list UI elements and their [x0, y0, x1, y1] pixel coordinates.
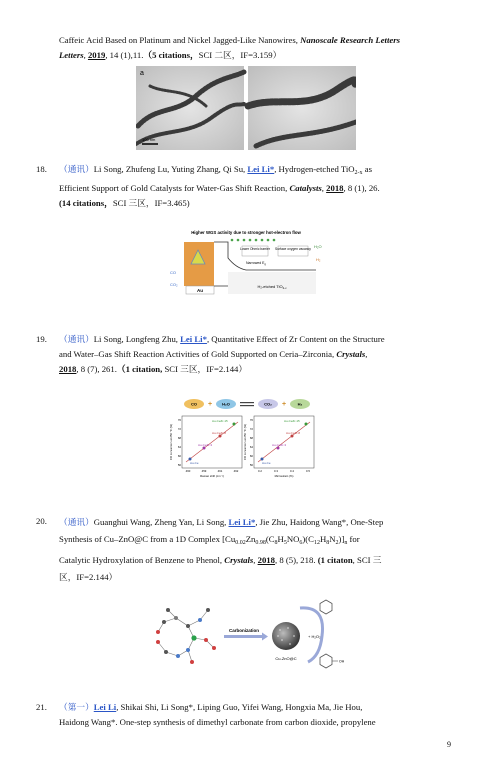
carbonization-label: Carbonization [229, 628, 259, 633]
plus-icon: + [207, 401, 213, 408]
entry-20-year: 2018 [257, 555, 275, 565]
series-label: Au-CeZr-15 [284, 419, 300, 423]
y-tick: 72 [249, 427, 253, 431]
reaction-arrow [224, 635, 262, 638]
svg-text:H₂: H₂ [297, 401, 303, 407]
entry-20-role: （通讯） [59, 517, 94, 527]
h2-label: H₂ [316, 257, 321, 262]
product-label: Cu-ZnO@C [275, 656, 297, 661]
co-label: CO [170, 270, 176, 275]
raman-x-label: Raman shift (cm⁻¹) [200, 474, 224, 478]
entry-21-author-highlight: Lei Li [93, 702, 117, 712]
support-label: H₂-etched TiO [257, 284, 283, 289]
entry-17-if: IF=3.159） [240, 50, 282, 60]
entry-20-sci: , SCI 三 [352, 555, 382, 565]
benzene-icon [320, 600, 332, 614]
entry-17-year: 2019 [87, 50, 106, 60]
x-tick: 460 [185, 469, 191, 473]
entry-17-sci: SCI 二区， [198, 50, 241, 60]
wgs-figure-title: Higher WGS activity due to stronger hot-electron flow [191, 230, 301, 235]
y-tick: 68 [177, 436, 181, 440]
series-label: Au-CeZr-8 [212, 431, 227, 435]
entry-20-number: 20. [36, 516, 47, 526]
entry-19-text: （通讯）Li Song, Longfeng Zhu, Lei Li*, Quantitative Effect of Zr Content on the Structure and Water–Gas Shift Reaction Activities of Gold Supported on Ceria–Zirconia, Crystals, 2018, 8 (7), 261.（1 citation, SCI 三区，IF=2.144） [59, 334, 385, 374]
wgs-correlation-figure [168, 396, 328, 484]
cu-zno-sphere [272, 622, 300, 650]
entry-18-text: （通讯）Li Song, Zhufeng Lu, Yuting Zhang, Qi Su, Lei Li*, Hydrogen-etched TiO$_{2-x}$ as Efficient Support of Gold Catalysts for Water-Gas Shift Reaction, Catalysts, 2018, 8 (1), 26. (14 citations，SCI 三区，IF=3.465) [59, 164, 380, 208]
co2-label: CO₂ [170, 282, 178, 287]
microstrain-point [305, 423, 308, 426]
narrowed-gap-label: Narrowed E [246, 261, 265, 265]
x-tick: 0.5 [306, 469, 310, 473]
h2o-label: H₂O [314, 244, 322, 249]
entry-21-title: Haidong Wang*. One-step synthesis of dimethyl carbonate from carbon dioxide, propylene [59, 717, 376, 727]
ohmic-barrier-label: Lower Ohmic barrier [240, 247, 270, 251]
cu-zno-synthesis-figure [148, 596, 348, 676]
entry-20-text: （通讯）Guanghui Wang, Zheng Yan, Li Song, Lei Li*, Jie Zhu, Haidong Wang*, One-Step Synthesis of Cu–ZnO@C from a 1D Complex $[Cu_{0.02}Zn_{0.98}(C_8H_5NO_6)(C_{12}H_8N_2)]_n$ for Catalytic Hydroxylation of Benzene to Phenol, Crystals, 2018, 8 (5), 218. (1 citaton, SCI 三 区，IF=2.144） [59, 517, 384, 582]
au-label: Au [197, 288, 203, 293]
entry-20-author-highlight: Lei Li* [228, 517, 256, 527]
series-label: Au-CeZr-15 [212, 419, 228, 423]
x-tick: 461 [217, 469, 223, 473]
phenol-icon [320, 654, 332, 668]
entry-17-journal: Nanoscale Research Letters [300, 35, 401, 45]
entry-18-sci: SCI 三区， [112, 198, 155, 208]
entry-17-journal-cont: Letters [59, 50, 84, 60]
y-axis-label-right: CO conversion at 250 °C (%) [243, 423, 247, 461]
entry-18-number: 18. [36, 164, 47, 174]
entry-20-if: 区，IF=2.144） [59, 572, 118, 582]
oxygen-vacancy-label: Surface oxygen vacancy [275, 247, 311, 251]
y-tick: 72 [177, 427, 181, 431]
entry-19-role: （通讯） [59, 334, 94, 344]
tem-panel-label: a [140, 70, 144, 77]
entry-21-authors: , Shikai Shi, Li Song*, Liping Guo, Yifei Wang, Hongxia Ma, Jie Hou, [116, 702, 363, 712]
entry-19-citations: （1 citation, [116, 364, 163, 374]
entry-18-journal: Catalysts [289, 183, 322, 193]
x-tick: 0.2 [258, 469, 262, 473]
entry-17-title-tail: Caffeic Acid Based on Platinum and Nickel Jagged-Like Nanowires, [59, 35, 301, 45]
microstrain-x-label: Microstrain (%) [274, 474, 294, 478]
x-tick: 0.3 [274, 469, 278, 473]
entry-18-author-highlight: Lei Li* [247, 164, 275, 174]
entry-19-journal: Crystals [336, 349, 366, 359]
entry-18-citations: (14 citations， [59, 198, 113, 208]
series-label: Au-CeZr-3 [198, 443, 213, 447]
svg-text:+: + [281, 401, 287, 408]
entry-21-text [59, 700, 455, 730]
x-tick: 459 [201, 469, 207, 473]
entry-18-role: （通讯） [59, 164, 94, 174]
entry-21-role: （第一） [59, 702, 94, 712]
entry-17-citations: （5 citations， [143, 50, 199, 60]
entry-18-if: IF=3.465) [154, 198, 190, 208]
y-tick: 56 [249, 463, 253, 467]
entry-19-number: 19. [36, 334, 47, 344]
entry-18-authors: Li Song, Zhufeng Lu, Yuting Zhang, Qi Su, [93, 164, 248, 174]
entry-20-journal: Crystals [224, 555, 254, 565]
y-tick: 68 [249, 436, 253, 440]
molecule-structure [158, 610, 214, 662]
y-tick: 76 [249, 418, 253, 422]
entry-20-citations: (1 citaton [317, 555, 353, 565]
y-tick: 76 [177, 418, 181, 422]
series-label: Au-Ce [190, 461, 199, 465]
entry-19-year: 2018 [59, 364, 77, 374]
x-tick: 462 [233, 469, 239, 473]
svg-text:H₂O: H₂O [222, 401, 230, 407]
page-number: 9 [447, 740, 451, 749]
series-label: Au-Ce [262, 461, 271, 465]
entry-17-text: Caffeic Acid Based on Platinum and Nickel Jagged-Like Nanowires, Nanoscale Research Letters Letters, 2019, 14 (1),11.（5 citations，SCI 二区，IF=3.159） [59, 35, 401, 60]
x-tick: 0.4 [290, 469, 294, 473]
y-tick: 56 [177, 463, 181, 467]
svg-text:H₂-etched TiO2-x: H₂-etched TiO$_{2-x}$ [257, 284, 287, 290]
h2o2-label: + H₂O₂ [308, 634, 321, 639]
wgs-mechanism-figure [166, 228, 326, 298]
entry-19-author-highlight: Lei Li* [180, 334, 207, 344]
entry-21-number: 21. [36, 702, 47, 712]
y-tick: 60 [177, 454, 181, 458]
svg-text:CO₂: CO₂ [264, 401, 272, 407]
raman-point [233, 423, 236, 426]
entry-19-sci: SCI 三区， [162, 364, 207, 374]
equals-icon [240, 402, 254, 403]
entry-20-authors: Guanghui Wang, Zheng Yan, Li Song, [93, 517, 229, 527]
series-label: Au-CeZr-8 [286, 431, 301, 435]
scale-bar-label: 100 nm [142, 137, 156, 142]
y-tick: 60 [249, 454, 253, 458]
entry-19-if: IF=2.144） [206, 364, 248, 374]
oh-label: OH [339, 659, 345, 664]
svg-text:CO: CO [191, 401, 197, 407]
tem-image-figure [136, 66, 356, 150]
entry-19-authors: Li Song, Longfeng Zhu, [93, 334, 181, 344]
series-label: Au-CeZr-3 [272, 443, 287, 447]
entry-18-year: 2018 [326, 183, 344, 193]
svg-text:Narrowed Eg: Narrowed $E_g$ [246, 261, 266, 266]
y-tick: 64 [249, 445, 253, 449]
entry-20-title: Synthesis of Cu–ZnO@C from a 1D Complex [Cu [59, 534, 236, 544]
y-axis-label: CO conversion at 250 °C (%) [169, 423, 173, 461]
y-tick: 64 [177, 445, 181, 449]
